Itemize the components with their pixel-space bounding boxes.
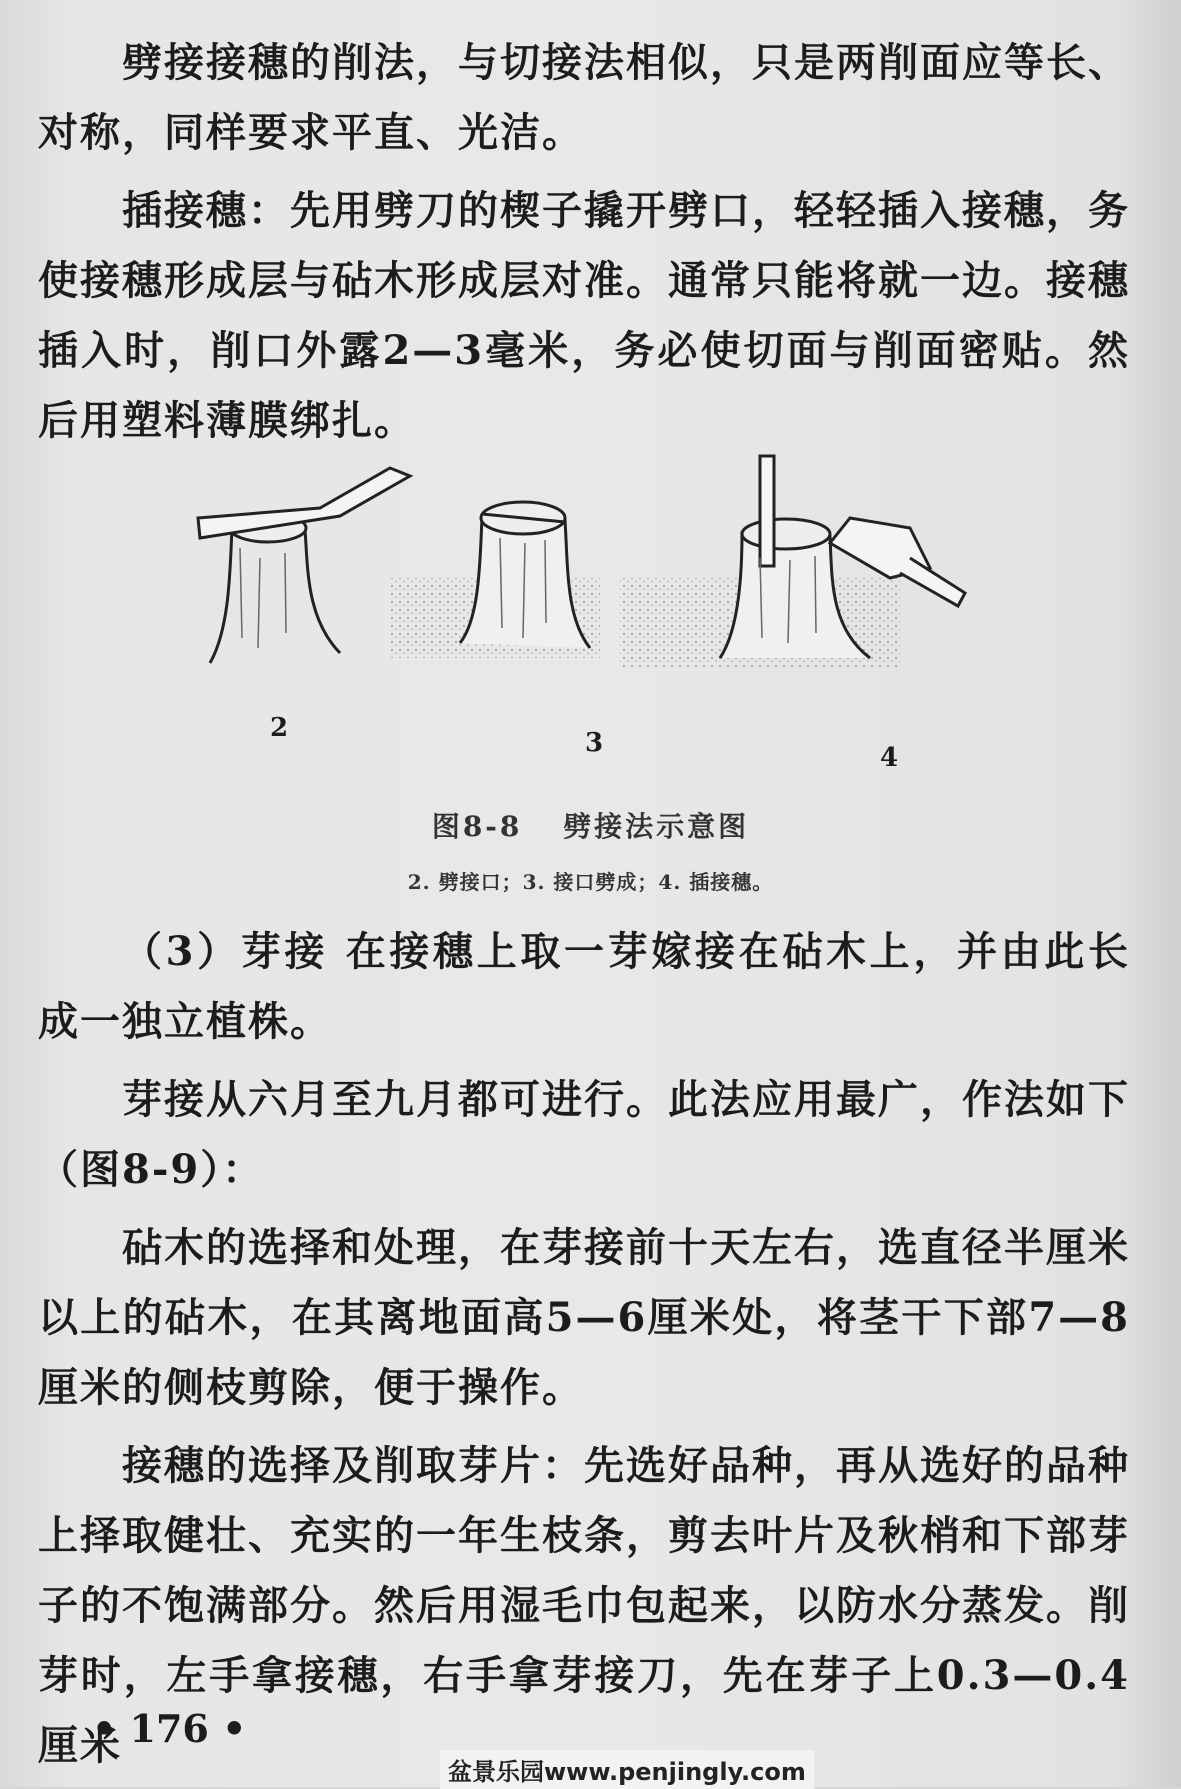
stump-2-with-knife: [198, 468, 410, 663]
paragraph-scion-selection: 接穗的选择及削取芽片：先选好品种，再从选好的品种上择取健壮、充实的一年生枝条，剪去叶片及秋梢和下部芽子的不饱满部分。然后用湿毛巾包起来，以防水分蒸发。削芽时，左手拿接穗，右手拿芽接刀，先在芽子上0.3—0.4厘米: [38, 1442, 1130, 1769]
stump-3: [390, 502, 600, 658]
stump-4-with-scion: [620, 456, 965, 668]
page-number: • 176 •: [92, 1706, 247, 1751]
paragraph-rootstock-selection: 砧木的选择和处理，在芽接前十天左右，选直径半厘米以上的砧木，在其离地面高5—6厘米处，将茎干下部7—8厘米的侧枝剪除，便于操作。: [38, 1224, 1130, 1411]
figure-label-2: 2: [270, 713, 289, 743]
figure-label-3: 3: [585, 728, 604, 758]
figure-caption: 2. 劈接口；3. 接口劈成；4. 插接穗。: [407, 870, 774, 894]
figure-cleft-grafting: [190, 448, 1070, 788]
paragraph-bud-grafting-season: 芽接从六月至九月都可进行。此法应用最广，作法如下（图8-9）：: [38, 1076, 1130, 1193]
figure-title-text: 劈接法示意图: [563, 810, 750, 843]
figure-label-4: 4: [880, 743, 899, 773]
paragraph-bud-grafting: （3）芽接 在接穗上取一芽嫁接在砧木上，并由此长成一独立植株。: [38, 928, 1130, 1045]
figure-number: 图8-8: [431, 810, 523, 843]
figure-title: [0, 805, 1181, 845]
bottom-text-block: [38, 917, 1130, 1781]
top-text-block: [38, 28, 1130, 456]
cleft-grafting-illustration: [190, 448, 1070, 788]
paragraph-insert-scion: 插接穗：先用劈刀的楔子撬开劈口，轻轻插入接穗，务使接穗形成层与砧木形成层对准。通常只能将就一边。接穗插入时，削口外露2—3毫米，务必使切面与削面密贴。然后用塑料薄膜绑扎。: [38, 187, 1130, 444]
paragraph-cleft-scion-cutting: 劈接接穗的削法，与切接法相似，只是两削面应等长、对称，同样要求平直、光洁。: [38, 39, 1130, 156]
site-watermark: 盆景乐园www.penjingly.com: [440, 1750, 814, 1789]
